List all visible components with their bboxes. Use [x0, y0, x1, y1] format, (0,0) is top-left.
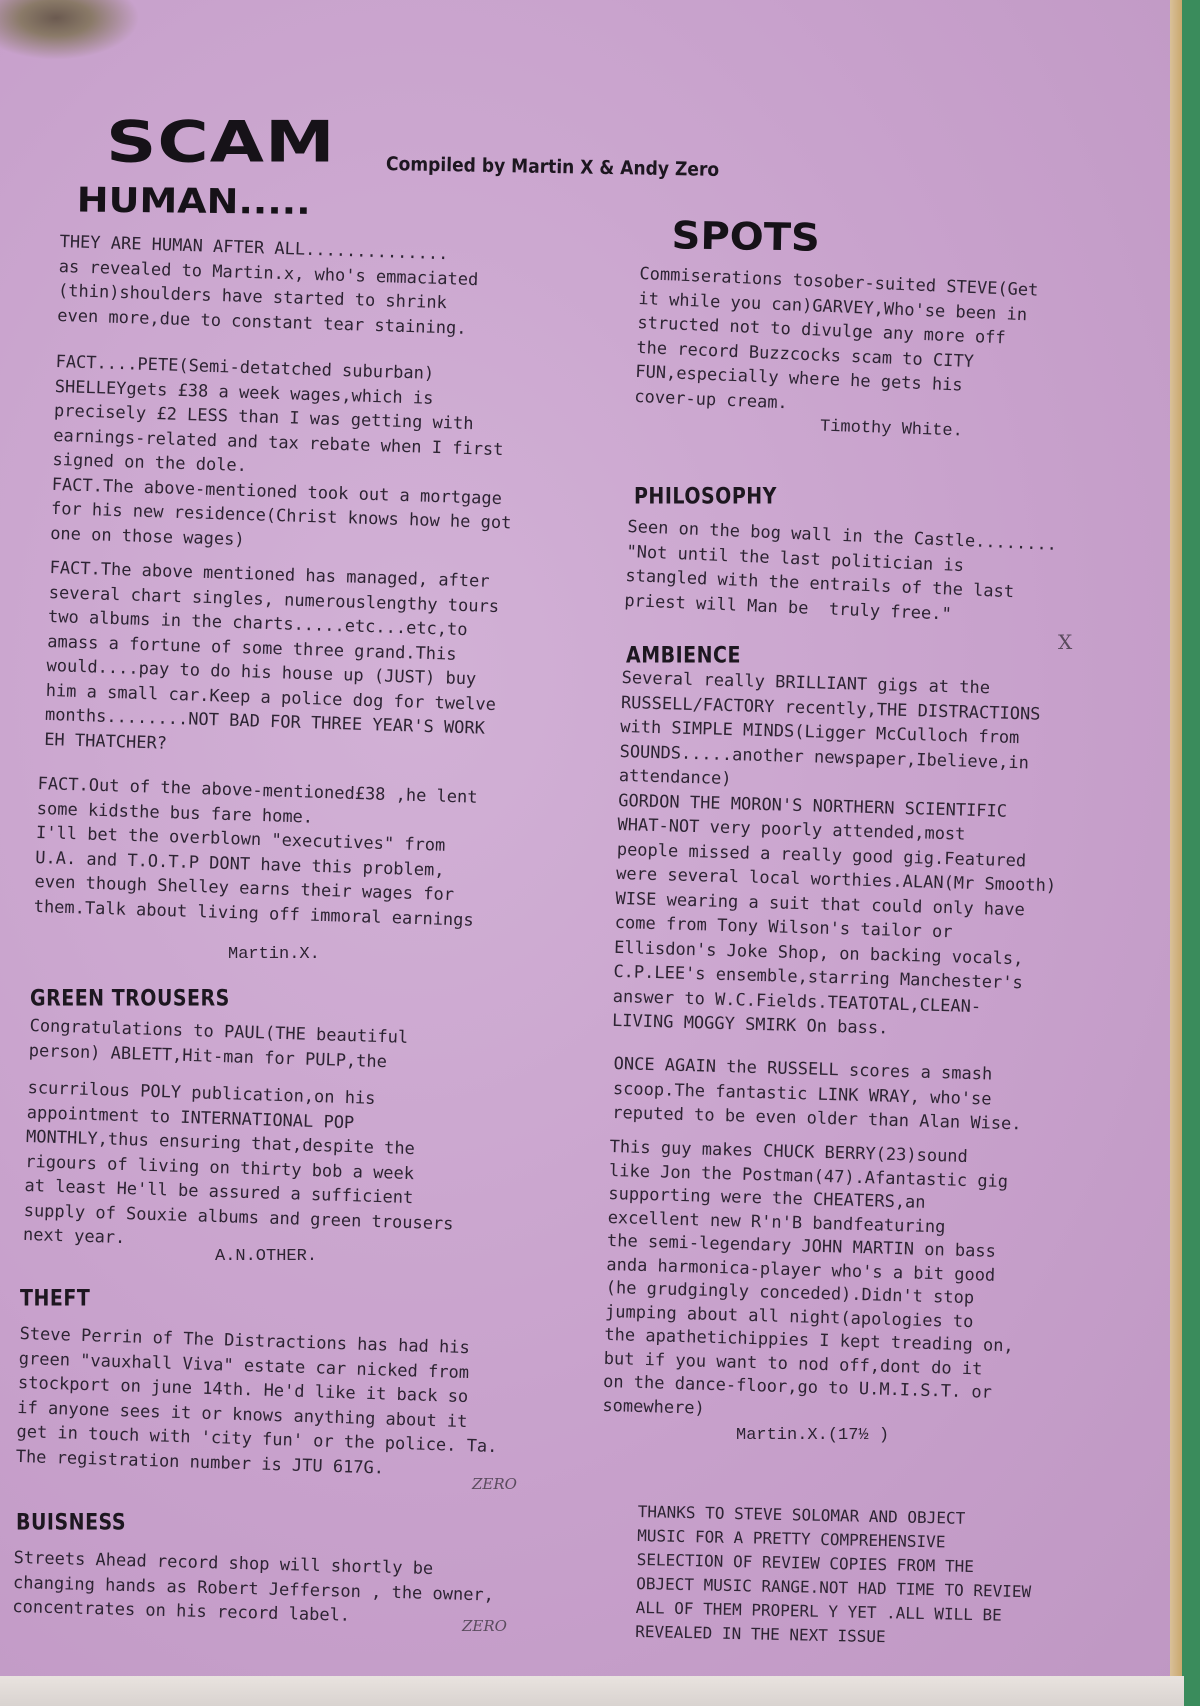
ambience-signature: Martin.X.(17½ ) — [736, 1426, 890, 1445]
buisness-heading: BUISNESS — [16, 1510, 127, 1536]
ambience-text-1: Several really BRILLIANT gigs at the RUSSELL/FACTORY recently,THE DISTRACTIONS with SIMPLE MINDS(Ligger McCulloch from SOUNDS.....another newspaper,Ibelieve,in attendance) GORDON THE MORON'S NORTHERN SCIENTIFIC WHAT-NOT very poorly attended,most people missed a really good gig.Featured were several local worthies.ALAN(Mr Smooth) WISE wearing a suit that could only have come from Tony Wilson's tailor or Ellisdon's Joke Shop, on backing vocals, C.P.LEE's ensemble,starring Manchester's answer to W.C.Fields.TEATOTAL,CLEAN- LIVING MOGGY SMIRK On bass. — [611, 667, 1057, 1039]
buisness-text: Streets Ahead record shop will shortly be changing hands as Robert Jefferson , the owner, concentrates on his record label. — [12, 1547, 495, 1626]
ambience-heading: AMBIENCE — [626, 643, 741, 669]
green-trousers-text-1: Congratulations to PAUL(THE beautiful person) ABLETT,Hit-man for PULP,the — [28, 1015, 409, 1072]
zero-scrawl-1: ZERO — [472, 1475, 517, 1493]
ambience-text-2: ONCE AGAIN the RUSSELL scores a smash scoop.The fantastic LINK WRAY, who'se reputed to be even older than Alan Wise. — [612, 1053, 1022, 1135]
thanks-text: THANKS TO STEVE SOLOMAR AND OBJECT MUSIC FOR A PRETTY COMPREHENSIVE SELECTION OF REVIEW COPIES FROM THE OBJECT MUSIC RANGE.NOT HAD TIME TO REVIEW ALL OF THEM PROPERL Y YET .ALL WILL BE REVEALED IN THE NEXT ISSUE — [635, 1501, 1032, 1647]
torn-corner — [0, 0, 140, 60]
masthead-credit: Compiled by Martin X & Andy Zero — [385, 153, 720, 181]
green-trousers-signature: A.N.OTHER. — [215, 1247, 318, 1266]
theft-heading: THEFT — [20, 1286, 91, 1312]
page-right-edge — [1170, 0, 1182, 1684]
philosophy-text: Seen on the bog wall in the Castle........ "Not until the last politician is stangled with the entrails of the last priest will Man be truly free." — [624, 516, 1058, 625]
ambience-text-3: This guy makes CHUCK BERRY(23)sound like Jon the Postman(47).Afantastic gig supporting were the CHEATERS,an excellent new R'n'B bandfeaturing the semi-legendary JOHN MARTIN on bass anda harmonica-player who's a bit good (he grudgingly conceded).Didn't stop jumping about all night(apologies to the apathetichippies I kept treading on, but if you want to nod off,dont do it on the dance-floor,go to U.M.I.S.T. or somewhere) — [602, 1136, 1014, 1419]
green-trousers-heading: GREEN TROUSERS — [30, 986, 230, 1012]
masthead-title: SCAM — [106, 108, 336, 176]
theft-text: Steve Perrin of The Distractions has had his green "vauxhall Viva" estate car nicked from stockport on june 14th. He'd like it back so if anyone sees it or knows anything about it get in touch with 'city fun' or the police. Ta. The registration number is JTU 617G. — [15, 1323, 498, 1479]
human-heading: HUMAN..... — [76, 180, 311, 223]
spots-signature: Timothy White. — [819, 417, 964, 442]
human-fact-3: FACT.Out of the above-mentioned£38 ,he lent some kidsthe bus fare home. I'll bet the overblown "executives" from U.A. and T.O.T.P DONT have this problem, even though Shelley earns their wages for them.Talk about living off immoral earnings — [33, 773, 478, 931]
human-fact-1: FACT....PETE(Semi-detatched suburban) SHELLEYgets £38 a week wages,which is precisely £2 LESS than I was getting with earnings-related and tax rebate when I first signed on the dole. FACT.The above-mentioned took out a mortgage for his new residence(Christ knows how he got one on those wages) — [49, 351, 512, 550]
human-fact-2: FACT.The above mentioned has managed, after several chart singles, numerouslengthy tours two albums in the charts.....etc...etc,to amass a fortune of some three grand.This would....pay to do his house up (JUST) buy him a small car.Keep a police dog for twelve months........NOT BAD FOR THREE YEAR'S WORK EH THATCHER? — [43, 557, 500, 754]
spots-text: Commiserations tosober-suited STEVE(Get it while you can)GARVEY,Who'se been in structed not to divulge any more off the record Buzzcocks scam to CITY FUN,especially where he gets his cover-up cream. — [633, 263, 1039, 413]
page-bottom-edge — [0, 1676, 1184, 1706]
human-intro: THEY ARE HUMAN AFTER ALL.............. as revealed to Martin.x, who's emmaciated (thin)shoulders have started to shrink even more,due to constant tear staining. — [57, 231, 479, 339]
zero-scrawl-2: ZERO — [462, 1617, 507, 1635]
green-trousers-text-2: scurrilous POLY publication,on his appointment to INTERNATIONAL POP MONTHLY,thus ensuring that,despite the rigours of living on thirty bob a week at least He'll be assured a sufficient supply of Souxie albums and green trousers next year. — [22, 1077, 454, 1249]
x-mark: X — [1058, 630, 1073, 654]
philosophy-heading: PHILOSOPHY — [634, 484, 777, 510]
human-signature: Martin.X. — [228, 945, 320, 964]
spots-heading: SPOTS — [671, 214, 821, 261]
